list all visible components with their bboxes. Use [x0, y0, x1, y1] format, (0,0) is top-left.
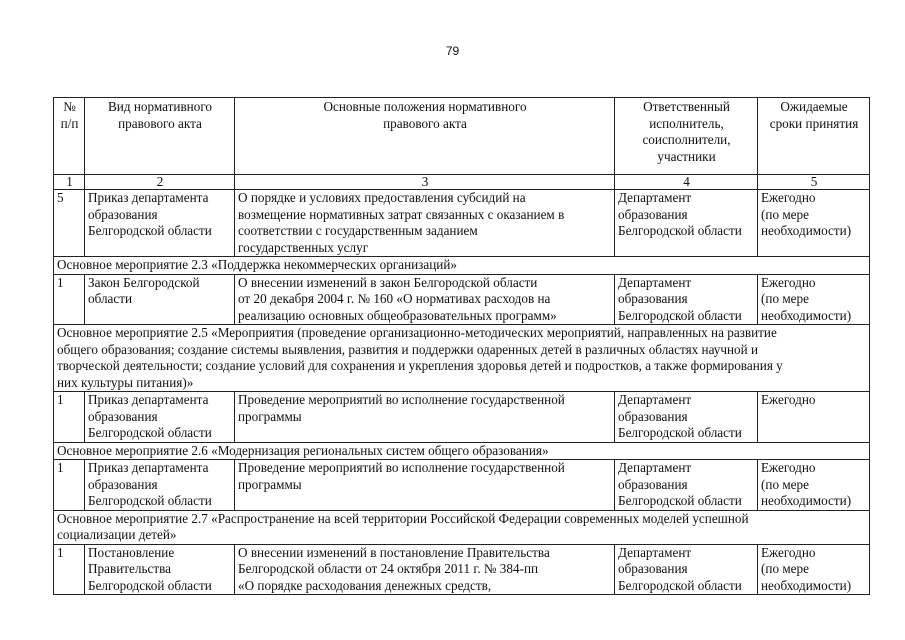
cell-executor: Департамент образования Белгородской области — [615, 460, 758, 511]
cell-provisions: О внесении изменений в постановление Правительства Белгородской области от 24 октября 2011 г. № 384-пп «О порядке расходования денежных средств, — [235, 544, 615, 595]
cell-provisions: О внесении изменений в закон Белгородской области от 20 декабря 2004 г. № 160 «О нормативах расходов на реализацию основных общеобразовательных программ» — [235, 274, 615, 325]
cell-term: Ежегодно (по мере необходимости) — [758, 460, 870, 511]
section-title: Основное мероприятие 2.7 «Распространение на всей территории Российской Федерации современных моделей успешной социализации детей» — [54, 510, 870, 544]
page-number: 79 — [445, 44, 460, 58]
table-row — [54, 544, 870, 595]
section-row — [54, 442, 870, 460]
table-row — [54, 190, 870, 257]
column-number: 4 — [615, 175, 758, 190]
section-title: Основное мероприятие 2.5 «Мероприятия (проведение организационно-методических мероприятий, направленных на развитие общего образования; создание системы выявления, развития и поддержки одаренных детей в различных областях научной и творческой деятельности; создание условий для сохранения и укрепления здоровья детей и подростков, а также формирования у них культуры питания)» — [54, 325, 870, 392]
section-title: Основное мероприятие 2.3 «Поддержка некоммерческих организаций» — [54, 257, 870, 275]
table-row — [54, 274, 870, 325]
cell-act-type: Постановление Правительства Белгородской области — [85, 544, 235, 595]
header-term: Ожидаемые сроки принятия — [758, 98, 870, 175]
header-executor: Ответственный исполнитель, соисполнители, участники — [615, 98, 758, 175]
cell-executor: Департамент образования Белгородской области — [615, 392, 758, 443]
column-number: 5 — [758, 175, 870, 190]
table-row — [54, 460, 870, 511]
cell-term: Ежегодно (по мере необходимости) — [758, 274, 870, 325]
header-number: № п/п — [54, 98, 85, 175]
cell-act-type: Приказ департамента образования Белгородской области — [85, 460, 235, 511]
cell-term: Ежегодно (по мере необходимости) — [758, 190, 870, 257]
cell-act-type: Приказ департамента образования Белгородской области — [85, 392, 235, 443]
cell-provisions: О порядке и условиях предоставления субсидий на возмещение нормативных затрат связанных с оказанием в соответствии с государственным заданием государственных услуг — [235, 190, 615, 257]
table-header-row — [54, 98, 870, 175]
section-row — [54, 510, 870, 544]
cell-number: 1 — [54, 460, 85, 511]
column-number: 3 — [235, 175, 615, 190]
cell-number: 1 — [54, 544, 85, 595]
cell-act-type: Приказ департамента образования Белгородской области — [85, 190, 235, 257]
cell-act-type: Закон Белгородской области — [85, 274, 235, 325]
section-title: Основное мероприятие 2.6 «Модернизация региональных систем общего образования» — [54, 442, 870, 460]
table-body — [54, 190, 870, 595]
cell-executor: Департамент образования Белгородской области — [615, 544, 758, 595]
cell-number: 5 — [54, 190, 85, 257]
regulatory-acts-table — [53, 97, 870, 595]
column-number: 2 — [85, 175, 235, 190]
cell-provisions: Проведение мероприятий во исполнение государственной программы — [235, 392, 615, 443]
cell-provisions: Проведение мероприятий во исполнение государственной программы — [235, 460, 615, 511]
cell-executor: Департамент образования Белгородской области — [615, 274, 758, 325]
column-number: 1 — [54, 175, 85, 190]
cell-executor: Департамент образования Белгородской области — [615, 190, 758, 257]
cell-term: Ежегодно (по мере необходимости) — [758, 544, 870, 595]
cell-number: 1 — [54, 274, 85, 325]
header-act-type: Вид нормативного правового акта — [85, 98, 235, 175]
table-row — [54, 392, 870, 443]
section-row — [54, 257, 870, 275]
section-row — [54, 325, 870, 392]
cell-term: Ежегодно — [758, 392, 870, 443]
cell-number: 1 — [54, 392, 85, 443]
header-provisions: Основные положения нормативного правового акта — [235, 98, 615, 175]
column-numbers-row — [54, 175, 870, 190]
